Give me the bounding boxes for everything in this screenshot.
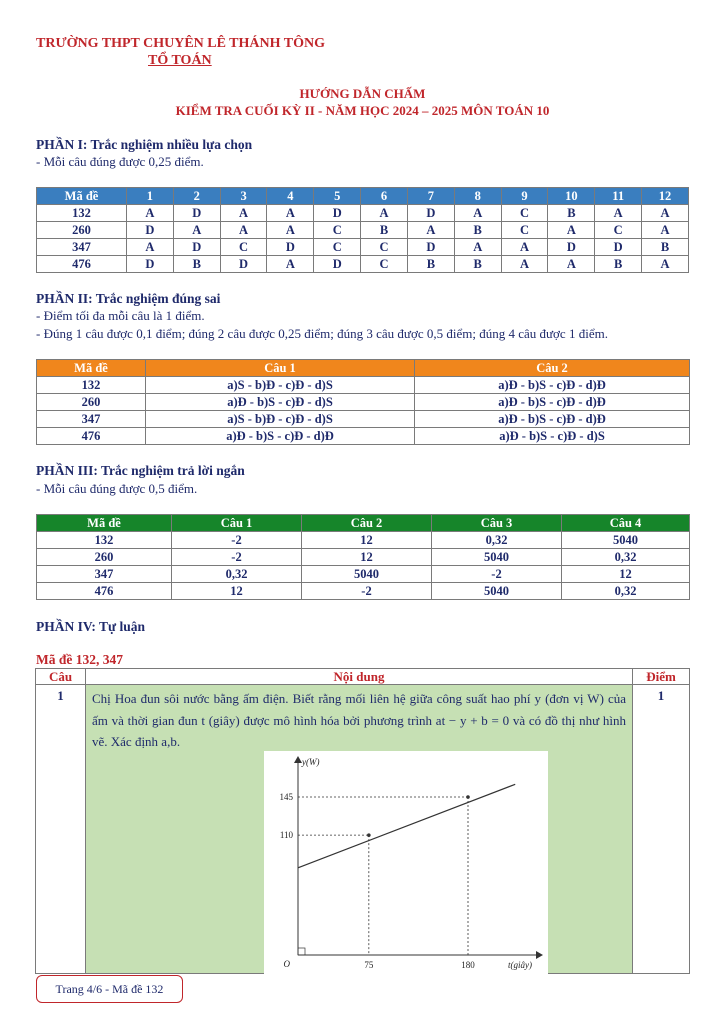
- table-cell: a)S - b)Đ - c)Đ - d)S: [146, 377, 415, 394]
- table-row: [37, 394, 690, 411]
- part1-col-header: 9: [501, 188, 548, 205]
- data-point: [367, 833, 371, 837]
- table-row: [37, 428, 690, 445]
- table-cell: C: [220, 239, 267, 256]
- table-cell: C: [314, 239, 361, 256]
- part2-note1: - Điểm tối đa mỗi câu là 1 điểm.: [36, 308, 205, 323]
- right-angle-mark: [298, 948, 305, 955]
- part1-col-header: 4: [267, 188, 314, 205]
- table-cell: C: [361, 239, 408, 256]
- table-cell: D: [314, 205, 361, 222]
- table-cell: a)S - b)Đ - c)Đ - d)S: [146, 411, 415, 428]
- table-cell: A: [642, 205, 689, 222]
- part3-col-header: Câu 1: [172, 515, 302, 532]
- table-row: [37, 411, 690, 428]
- table-cell: C: [501, 205, 548, 222]
- col-content: Nội dung: [86, 669, 633, 685]
- data-point: [466, 795, 470, 799]
- table-cell: 0,32: [562, 583, 690, 600]
- table-cell: 5040: [432, 549, 562, 566]
- table-cell: A: [548, 256, 595, 273]
- page-footer: Trang 4/6 - Mã đề 132: [36, 975, 183, 1003]
- table-cell: -2: [172, 532, 302, 549]
- part1-col-header: 10: [548, 188, 595, 205]
- table-cell: B: [642, 239, 689, 256]
- table-cell: a)Đ - b)S - c)Đ - d)Đ: [415, 411, 690, 428]
- part2-heading: PHẦN II: Trắc nghiệm đúng sai: [36, 291, 221, 306]
- table-cell: A: [267, 256, 314, 273]
- part1-col-header: 3: [220, 188, 267, 205]
- part1-col-header: 8: [454, 188, 501, 205]
- table-cell: 5040: [302, 566, 432, 583]
- part2-table: [36, 359, 690, 445]
- table-cell: A: [407, 222, 454, 239]
- table-row: [37, 239, 689, 256]
- table-cell: a)Đ - b)S - c)Đ - d)Đ: [146, 428, 415, 445]
- table-cell: A: [501, 256, 548, 273]
- table-cell: D: [220, 256, 267, 273]
- part3-col-header: Câu 3: [432, 515, 562, 532]
- table-cell: D: [407, 205, 454, 222]
- table-cell: 12: [562, 566, 690, 583]
- table-cell: 260: [37, 222, 127, 239]
- origin-label: O: [283, 958, 290, 969]
- table-cell: 476: [37, 583, 172, 600]
- table-cell: A: [361, 205, 408, 222]
- table-cell: A: [220, 205, 267, 222]
- table-cell: D: [127, 256, 174, 273]
- table-cell: B: [454, 256, 501, 273]
- col-question: Câu: [36, 669, 86, 685]
- part4-heading: PHẦN IV: Tự luận: [36, 619, 146, 634]
- question-number: 1: [36, 685, 86, 974]
- part3-col-header: Câu 4: [562, 515, 690, 532]
- part1-col-header: 6: [361, 188, 408, 205]
- part1-col-header: 12: [642, 188, 689, 205]
- part2-col-header: Mã đề: [37, 360, 146, 377]
- table-row: [37, 532, 690, 549]
- part3-body: [37, 532, 690, 600]
- part2-body: [37, 377, 690, 445]
- table-cell: 132: [37, 377, 146, 394]
- exam-code-heading: Mã đề 132, 347: [36, 652, 123, 667]
- y-tick-label: 110: [279, 829, 293, 840]
- table-cell: a)Đ - b)S - c)Đ - d)Đ: [415, 394, 690, 411]
- table-cell: A: [642, 222, 689, 239]
- part2-header-row: [37, 360, 690, 377]
- x-tick-label: 180: [461, 959, 475, 970]
- table-cell: A: [642, 256, 689, 273]
- table-cell: D: [173, 205, 220, 222]
- table-cell: A: [548, 222, 595, 239]
- part1-col-header: 2: [173, 188, 220, 205]
- table-cell: 132: [37, 532, 172, 549]
- x-tick-label: 75: [364, 959, 374, 970]
- question-text: Chị Hoa đun sôi nước bằng ấm điện. Biết rằng mối liên hệ giữa công suất hao phí y (đơn vị W) của ấm và thời gian đun t (giây) được mô hình hóa bởi phương trình at − y + b = 0 và có đồ thị như hình vẽ. Xác định a,b.: [92, 691, 626, 749]
- table-cell: A: [454, 205, 501, 222]
- table-row: [37, 583, 690, 600]
- table-cell: D: [407, 239, 454, 256]
- table-cell: 5040: [562, 532, 690, 549]
- table-row: [37, 549, 690, 566]
- table-cell: a)Đ - b)S - c)Đ - d)S: [146, 394, 415, 411]
- table-cell: D: [595, 239, 642, 256]
- part2-col-header: Câu 1: [146, 360, 415, 377]
- part2-note2: - Đúng 1 câu được 0,1 điểm; đúng 2 câu được 0,25 điểm; đúng 3 câu được 0,5 điểm; đúng 4 câu được 1 điểm.: [36, 326, 608, 341]
- table-cell: C: [501, 222, 548, 239]
- school-name: TRƯỜNG THPT CHUYÊN LÊ THÁNH TÔNG: [36, 36, 325, 51]
- table-cell: 260: [37, 394, 146, 411]
- part1-header-row: [37, 188, 689, 205]
- table-row: [37, 205, 689, 222]
- table-cell: B: [407, 256, 454, 273]
- part3-table: [36, 514, 690, 600]
- table-cell: D: [127, 222, 174, 239]
- part3-col-header: Câu 2: [302, 515, 432, 532]
- table-cell: D: [173, 239, 220, 256]
- part3-heading: PHẦN III: Trắc nghiệm trả lời ngắn: [36, 463, 245, 478]
- table-cell: 132: [37, 205, 127, 222]
- table-cell: 0,32: [172, 566, 302, 583]
- table-cell: D: [267, 239, 314, 256]
- table-cell: 347: [37, 239, 127, 256]
- table-cell: B: [361, 222, 408, 239]
- question-content: [86, 685, 633, 974]
- part1-col-header: 11: [595, 188, 642, 205]
- part1-col-header: 1: [127, 188, 174, 205]
- table-cell: A: [267, 205, 314, 222]
- table-cell: a)Đ - b)S - c)Đ - d)Đ: [415, 377, 690, 394]
- table-cell: A: [501, 239, 548, 256]
- part1-table: [36, 187, 689, 273]
- table-cell: D: [548, 239, 595, 256]
- table-cell: B: [173, 256, 220, 273]
- part1-col-header: 7: [407, 188, 454, 205]
- essay-table: [35, 668, 690, 974]
- part3-note: - Mỗi câu đúng được 0,5 điểm.: [36, 481, 198, 496]
- table-cell: B: [548, 205, 595, 222]
- table-cell: A: [267, 222, 314, 239]
- table-cell: 347: [37, 411, 146, 428]
- part1-note: - Mỗi câu đúng được 0,25 điểm.: [36, 154, 204, 169]
- table-cell: B: [595, 256, 642, 273]
- part1-col-header: Mã đề: [37, 188, 127, 205]
- y-tick-label: 145: [279, 791, 293, 802]
- table-cell: B: [454, 222, 501, 239]
- table-cell: a)Đ - b)S - c)Đ - d)S: [415, 428, 690, 445]
- table-cell: A: [127, 239, 174, 256]
- table-cell: A: [595, 205, 642, 222]
- table-cell: -2: [302, 583, 432, 600]
- part3-header-row: [37, 515, 690, 532]
- table-cell: C: [361, 256, 408, 273]
- table-cell: D: [314, 256, 361, 273]
- table-cell: A: [454, 239, 501, 256]
- part1-heading: PHẦN I: Trắc nghiệm nhiều lựa chọn: [36, 137, 253, 152]
- table-cell: 0,32: [562, 549, 690, 566]
- line-chart: [264, 751, 548, 977]
- table-cell: 347: [37, 566, 172, 583]
- part2-col-header: Câu 2: [415, 360, 690, 377]
- table-cell: A: [127, 205, 174, 222]
- col-points: Điểm: [633, 669, 690, 685]
- table-cell: 12: [302, 549, 432, 566]
- table-cell: 260: [37, 549, 172, 566]
- table-row: [37, 377, 690, 394]
- part1-col-header: 5: [314, 188, 361, 205]
- table-cell: A: [220, 222, 267, 239]
- doc-title: HƯỚNG DẪN CHẤM: [299, 86, 426, 101]
- part1-body: [37, 205, 689, 273]
- table-cell: 5040: [432, 583, 562, 600]
- table-cell: -2: [172, 549, 302, 566]
- y-axis-label: y(W): [302, 756, 320, 767]
- department-name: TỔ TOÁN: [148, 53, 212, 68]
- table-cell: -2: [432, 566, 562, 583]
- question-points: 1: [633, 685, 690, 974]
- x-axis-label: t(giây): [508, 959, 532, 970]
- table-cell: C: [595, 222, 642, 239]
- table-cell: 476: [37, 256, 127, 273]
- table-cell: 0,32: [432, 532, 562, 549]
- table-row: [37, 222, 689, 239]
- part3-col-header: Mã đề: [37, 515, 172, 532]
- doc-subtitle: KIỂM TRA CUỐI KỲ II - NĂM HỌC 2024 – 2025 MÔN TOÁN 10: [175, 103, 550, 118]
- table-row: [37, 566, 690, 583]
- table-cell: 12: [302, 532, 432, 549]
- table-cell: 476: [37, 428, 146, 445]
- table-row: [37, 256, 689, 273]
- table-cell: 12: [172, 583, 302, 600]
- table-cell: C: [314, 222, 361, 239]
- table-cell: A: [173, 222, 220, 239]
